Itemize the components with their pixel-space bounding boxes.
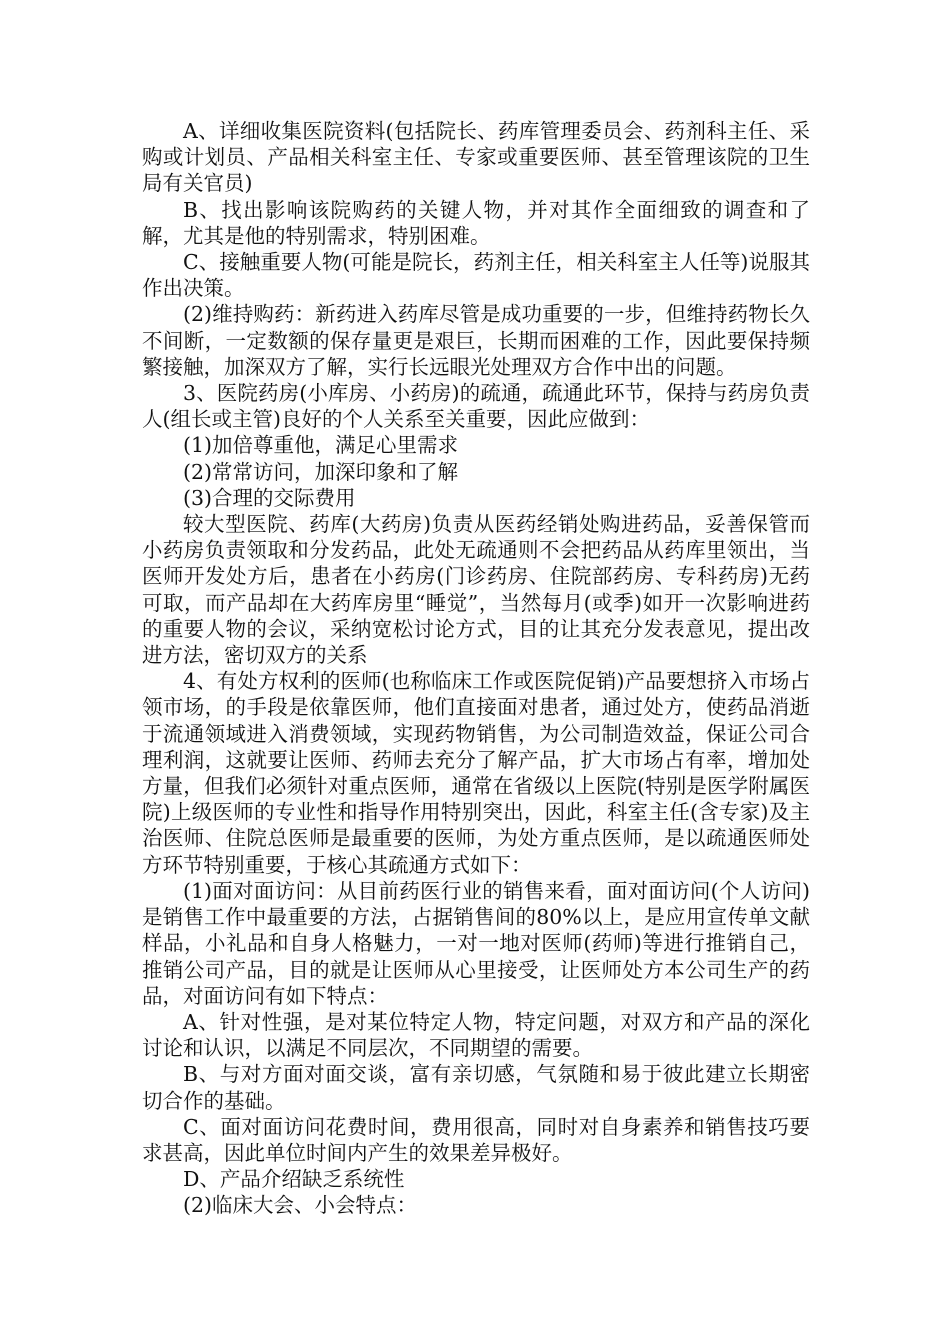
paragraph-a-targeted: A、针对性强，是对某位特定人物，特定问题，对双方和产品的深化讨论和认识，以满足不同层次，不同期望的需要。	[142, 1009, 810, 1061]
paragraph-d-not-systematic: D、产品介绍缺乏系统性	[183, 1167, 405, 1192]
paragraph-b-key-person: B、找出影响该院购药的关键人物，并对其作全面细致的调查和了解，尤其是他的特别需求，特别困难。	[142, 197, 810, 248]
paragraph-maintain-purchase: (2)维持购药：新药进入药库尽管是成功重要的一步，但维持药物长久不间断，一定数额的保存量更是艰巨，长期而困难的工作，因此要保持频繁接触，加深双方了解，实行长远眼光处理双方合作中出的问题。	[142, 302, 810, 379]
paragraph-c-contact: C、接触重要人物(可能是院长，药剂主任，相关科室主人任等)说服其作出决策。	[142, 250, 810, 301]
paragraph-prescribing-physician: 4、有处方权利的医师(也称临床工作或医院促销)产品要想挤入市场占领市场，的手段是依靠医师，他们直接面对患者，通过处方，使药品消逝于流通领域进入消费领域，实现药物销售，为公司制造效益，保证公司合理利润，这就要让医师、药师去充分了解产品，扩大市场占有率，增加处方量，但我们必须针对重点医师，通常在省级以上医院(特别是医学附属医院)上级医师的专业性和指导作用特别突出，因此，科室主任(含专家)及主治医师、住院总医师是最重要的医师，为处方重点医师，是以疏通医师处方环节特别重要，于核心其疏通方式如下：	[142, 669, 810, 877]
paragraph-expense: (3)合理的交际费用	[183, 485, 356, 510]
paragraph-b-conversation: B、与对方面对面交谈，富有亲切感，气氛随和易于彼此建立长期密切合作的基础。	[142, 1062, 810, 1113]
paragraph-face-to-face: (1)面对面访问：从目前药医行业的销售来看，面对面访问(个人访问)是销售工作中最重要的方法，占据销售间的80%以上，是应用宣传单文献样品，小礼品和自身人格魅力，一对一地对医师(药师)等进行推销自己，推销公司产品，目的就是让医师从心里接受，让医师处方本公司生产的药品，对面访问有如下特点：	[142, 878, 810, 1008]
paragraph-large-hospital: 较大型医院、药库(大药房)负责从医药经销处购进药品，妥善保管而小药房负责领取和分发药品，此处无疏通则不会把药品从药库里领出，当医师开发处方后，患者在小药房(门诊药房、住院部药房、专科药房)无药可取，而产品却在大药库房里“睡觉”，当然每月(或季)如开一次影响进药的重要人物的会议，采纳宽松讨论方式，目的让其充分发表意见，提出改进方法，密切双方的关系	[142, 512, 810, 668]
paragraph-clinical-meetings: (2)临床大会、小会特点：	[183, 1193, 418, 1218]
paragraph-visit: (2)常常访问，加深印象和了解	[183, 459, 459, 484]
paragraph-pharmacy-channel: 3、医院药房(小库房、小药房)的疏通，疏通此环节，保持与药房负责人(组长或主管)良好的个人关系至关重要，因此应做到：	[142, 381, 810, 432]
document-body	[142, 118, 810, 1219]
paragraph-c-cost: C、面对面访问花费时间，费用很高，同时对自身素养和销售技巧要求甚高，因此单位时间内产生的效果差异极好。	[142, 1114, 810, 1165]
paragraph-a-collect-info: A、详细收集医院资料(包括院长、药库管理委员会、药剂科主任、采购或计划员、产品相关科室主任、专家或重要医师、甚至管理该院的卫生局有关官员)	[142, 119, 810, 196]
paragraph-respect: (1)加倍尊重他，满足心里需求	[183, 433, 459, 458]
